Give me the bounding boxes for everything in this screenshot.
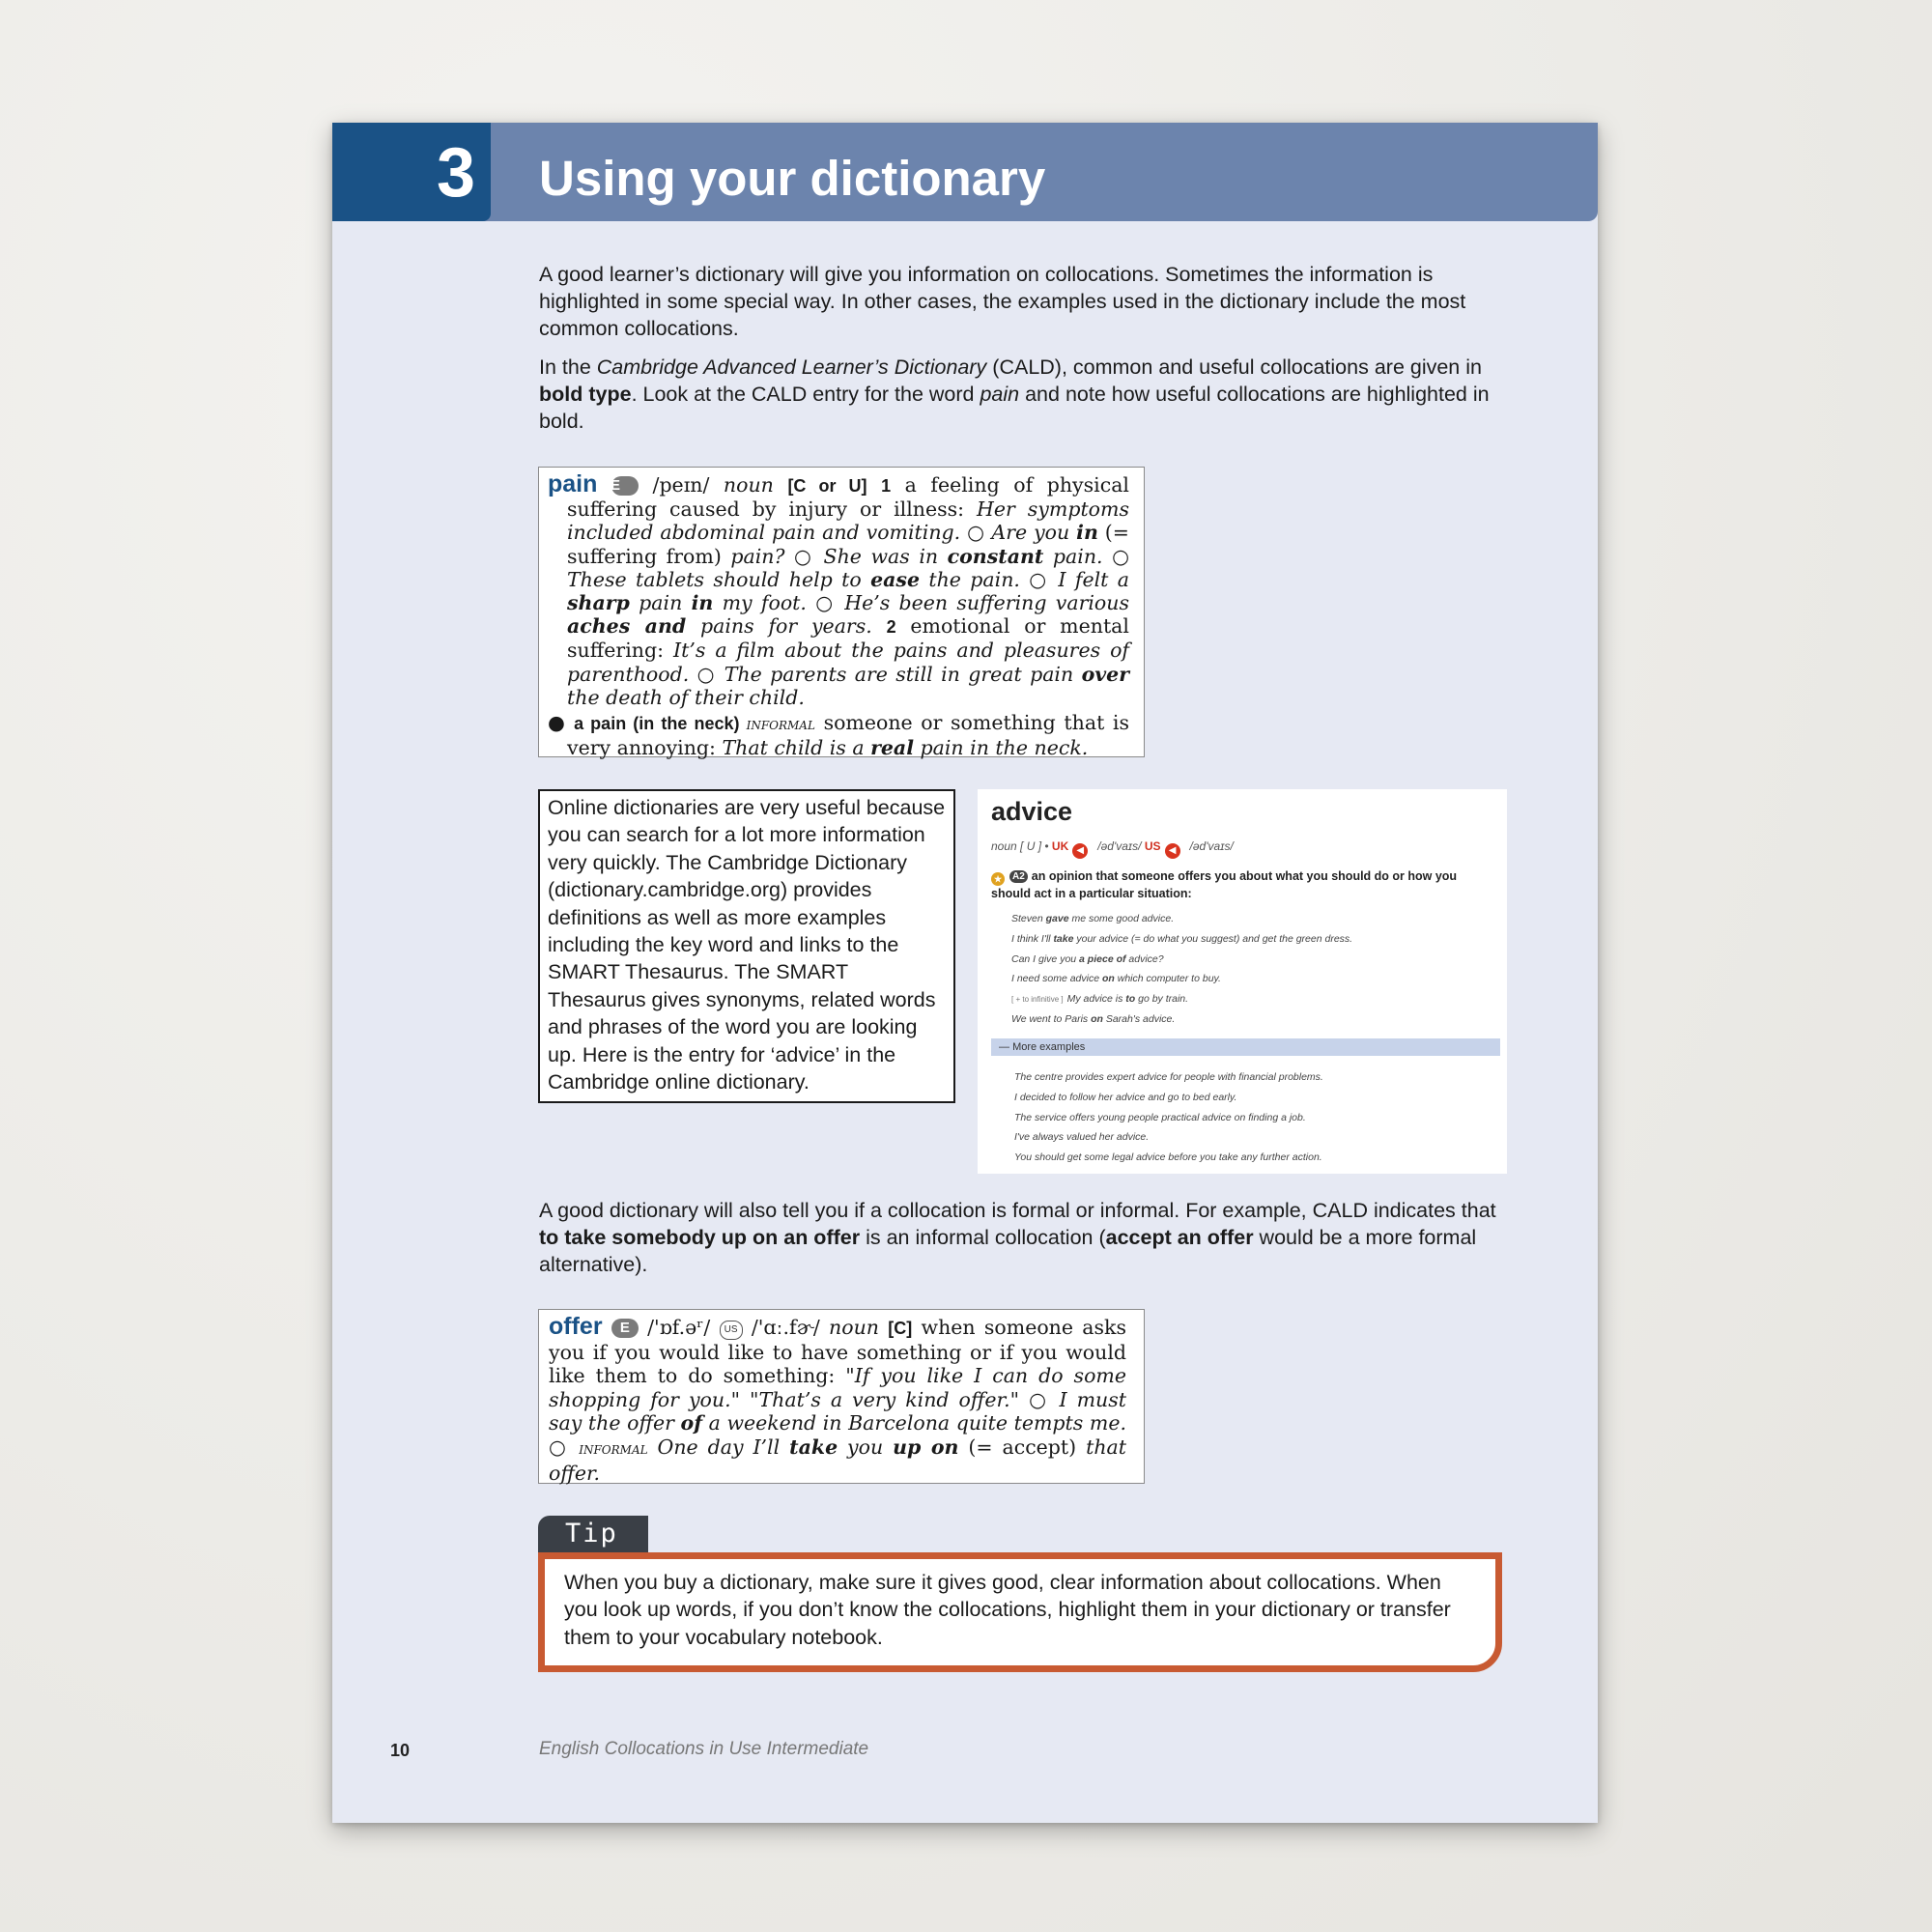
pain-dictionary-entry: pain E /peɪn/ noun [C or U] 1 a feeling of physical suffering caused by injury or illness: Her symptoms included abdominal pain and vomiting. ○ Are you in (= suffering from) pain? ○ She was in constant pain. ○ These tablets should help to ease the pain. ○ I felt a sharp pain in my foot. ○ He’s been suffering various aches and pains for years. 2 emotional or mental suffering: It’s a film about the pains and pleasures of parenthood. ○ The parents are still in great pain over the death of their child. ● a pain (in the neck) informal someone or something that is very annoying: That child is a real pain in the neck.: [538, 467, 1145, 757]
online-dictionary-note: Online dictionaries are very useful because you can search for a lot more information very quickly. The Cambridge Dictionary (dictionary.cambridge.org) provides definitions as well as more examples including the key word and links to the SMART Thesaurus. The SMART Thesaurus gives synonyms, related words and phrases of the word you are looking up. Here is the entry for ‘advice’ in the Cambridge online dictionary.: [538, 789, 955, 1103]
example-sentence: I think I'll take your advice (= do what you suggest) and get the green dress.: [1011, 932, 1353, 945]
more-examples-toggle[interactable]: — More examples: [991, 1038, 1500, 1056]
unit-number-box: [332, 123, 491, 221]
example-sentence: We went to Paris on Sarah's advice.: [1011, 1012, 1176, 1025]
unit-header: [332, 123, 1598, 221]
offer-dictionary-entry: offer E /'ɒf.əʳ/ US /'ɑː.fɚ/ noun [C] when someone asks you if you would like to have something or if you would like them to do something: "If you like I can do some shopping for you." "That’s a very kind offer." ○ I must say the offer of a weekend in Barcelona quite tempts me. ○ informal One day I’ll take you up on (= accept) that offer.: [538, 1309, 1145, 1484]
example-sentence: Steven gave me some good advice.: [1011, 913, 1175, 924]
tip-label: Tip: [565, 1519, 618, 1548]
more-example: I decided to follow her advice and go to bed early.: [1014, 1091, 1237, 1103]
more-example: The service offers young people practical advice on finding a job.: [1014, 1111, 1306, 1123]
advice-definition: ★ A2 an opinion that someone offers you about what you should do or how you should act in a particular situation:: [991, 869, 1458, 900]
tip-box: [538, 1552, 1502, 1672]
intro-paragraph-1: A good learner’s dictionary will give you information on collocations. Sometimes the information is highlighted in some special way. In other cases, the examples used in the dictionary include the most common collocations.: [539, 263, 1466, 340]
advice-headword: advice: [991, 797, 1073, 826]
advice-examples: [1011, 909, 1499, 1030]
cefr-level-badge: A2: [1009, 870, 1028, 883]
book-page: [332, 123, 1598, 1823]
speaker-icon[interactable]: ◀: [1165, 843, 1180, 859]
example-sentence: Can I give you a piece of advice?: [1011, 952, 1164, 965]
tip-text: When you buy a dictionary, make sure it gives good, clear information about collocations. When you look up words, if you don’t know the collocations, highlight them in your dictionary or transfer them to your vocabulary notebook.: [564, 1571, 1451, 1649]
page-number: 10: [390, 1741, 411, 1760]
pain-headword: pain: [548, 470, 598, 497]
more-examples-list: [1014, 1067, 1497, 1168]
more-example: The centre provides expert advice for people with financial problems.: [1014, 1071, 1323, 1083]
example-sentence: [ + to infinitive ] My advice is to go by train.: [1011, 993, 1189, 1006]
page-title: Using your dictionary: [539, 151, 1046, 206]
more-example: I've always valued her advice.: [1014, 1131, 1150, 1144]
unit-number: 3: [436, 134, 475, 212]
book-title: English Collocations in Use Intermediate: [539, 1739, 869, 1759]
advice-online-entry: [978, 789, 1507, 1174]
more-example: You should get some legal advice before you take any further action.: [1014, 1151, 1322, 1164]
intro-paragraph-2: In the Cambridge Advanced Learner’s Dictionary (CALD), common and useful collocations are given in bold type. Look at the CALD entry for the word pain and note how useful collocations are highlighted in bold.: [539, 355, 1490, 433]
level-e-icon: E: [611, 476, 639, 496]
us-pronunciation-icon: US: [720, 1321, 743, 1340]
level-e-icon: E: [611, 1319, 639, 1338]
advice-pronunciation: noun [ U ] • UK ◀ /əd'vaɪs/ US ◀ /əd'vaɪs/: [991, 839, 1234, 859]
formal-informal-paragraph: A good dictionary will also tell you if a collocation is formal or informal. For example, CALD indicates that to take somebody up on an offer is an informal collocation (accept an offer would be a more formal alternative).: [539, 1199, 1496, 1276]
speaker-icon[interactable]: ◀: [1072, 843, 1088, 859]
offer-headword: offer: [549, 1313, 603, 1340]
tip-tab: [538, 1516, 648, 1552]
example-sentence: I need some advice on which computer to buy.: [1011, 973, 1221, 985]
star-icon: ★: [991, 872, 1005, 886]
